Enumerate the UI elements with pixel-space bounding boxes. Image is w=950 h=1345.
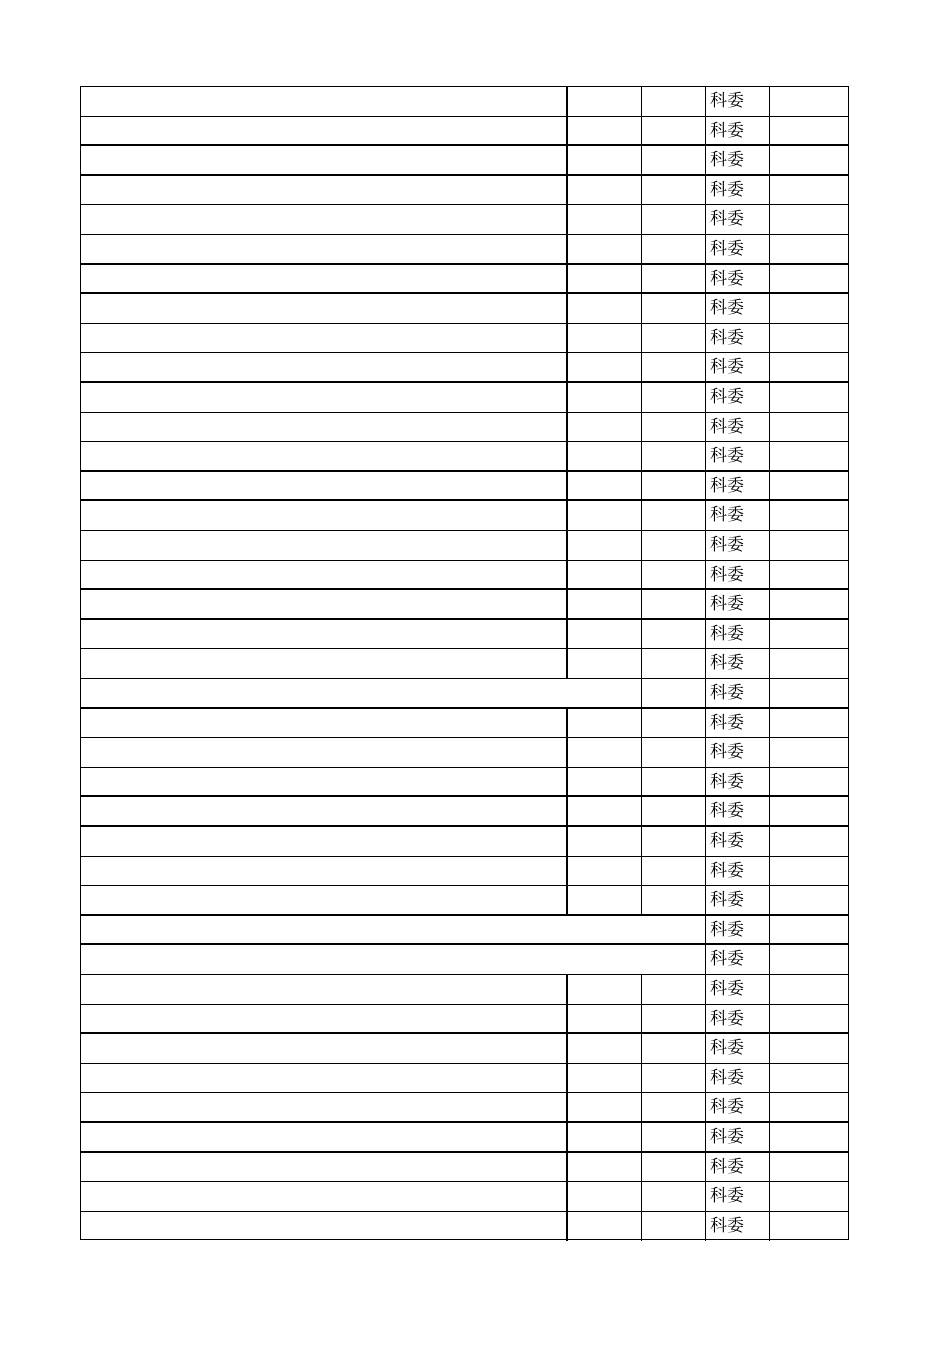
cell-col-a bbox=[566, 886, 641, 914]
cell-col-a bbox=[566, 1123, 641, 1151]
department-label: 科委 bbox=[710, 475, 744, 496]
cell-col-a bbox=[566, 827, 641, 856]
cell-col-a bbox=[566, 1064, 641, 1093]
cell-col-e bbox=[769, 531, 848, 560]
cell-col-a bbox=[566, 117, 641, 145]
cell-department bbox=[705, 265, 769, 293]
cell-col-e bbox=[769, 620, 848, 649]
cell-col-e bbox=[769, 649, 848, 678]
department-label: 科委 bbox=[710, 979, 744, 999]
cell-department bbox=[705, 353, 769, 381]
table-row bbox=[81, 561, 848, 591]
cell-department bbox=[705, 945, 769, 974]
cell-description bbox=[81, 1212, 566, 1242]
cell-department bbox=[705, 1182, 769, 1211]
cell-col-a bbox=[566, 975, 641, 1004]
cell-department bbox=[705, 886, 769, 914]
table-row bbox=[81, 442, 848, 472]
cell-description bbox=[81, 353, 566, 381]
table-row bbox=[81, 679, 848, 709]
cell-col-b bbox=[641, 1034, 705, 1063]
cell-col-b bbox=[641, 1093, 705, 1121]
cell-col-b bbox=[641, 679, 705, 707]
department-label: 科委 bbox=[710, 1038, 744, 1059]
cell-col-a bbox=[566, 590, 641, 618]
cell-col-e bbox=[769, 1123, 848, 1151]
cell-department bbox=[705, 205, 769, 234]
cell-col-a bbox=[566, 324, 641, 353]
cell-col-e bbox=[769, 1064, 848, 1093]
cell-col-b bbox=[641, 857, 705, 886]
cell-description bbox=[81, 146, 566, 174]
cell-description bbox=[81, 117, 566, 145]
table-row bbox=[81, 886, 848, 916]
department-label: 科委 bbox=[710, 860, 744, 881]
cell-col-b bbox=[641, 324, 705, 353]
table-row bbox=[81, 797, 848, 827]
cell-col-e bbox=[769, 413, 848, 442]
department-label: 科委 bbox=[710, 1156, 744, 1177]
department-label: 科委 bbox=[710, 623, 744, 644]
cell-description bbox=[81, 827, 566, 856]
cell-description bbox=[81, 1153, 566, 1182]
cell-col-a bbox=[566, 709, 641, 738]
cell-department bbox=[705, 768, 769, 796]
department-label: 科委 bbox=[710, 1008, 744, 1029]
cell-col-e bbox=[769, 294, 848, 323]
department-label: 科委 bbox=[710, 653, 744, 674]
cell-col-e bbox=[769, 916, 848, 944]
cell-col-e bbox=[769, 472, 848, 500]
table-row bbox=[81, 1182, 848, 1212]
cell-department bbox=[705, 383, 769, 412]
cell-col-e bbox=[769, 857, 848, 886]
cell-department bbox=[705, 1064, 769, 1093]
cell-col-a bbox=[566, 1212, 641, 1242]
cell-description bbox=[81, 590, 566, 618]
department-label: 科委 bbox=[710, 1097, 744, 1118]
cell-department bbox=[705, 975, 769, 1004]
cell-col-e bbox=[769, 797, 848, 825]
cell-col-a bbox=[566, 353, 641, 381]
cell-description bbox=[81, 472, 566, 500]
cell-col-e bbox=[769, 709, 848, 738]
cell-col-e bbox=[769, 738, 848, 767]
table-row bbox=[81, 472, 848, 502]
cell-col-e bbox=[769, 1153, 848, 1182]
cell-description bbox=[81, 1034, 566, 1063]
cell-col-a bbox=[566, 857, 641, 886]
spreadsheet-table bbox=[80, 86, 849, 1240]
cell-department bbox=[705, 146, 769, 174]
cell-col-e bbox=[769, 827, 848, 856]
cell-department bbox=[705, 916, 769, 944]
cell-col-b bbox=[641, 975, 705, 1004]
cell-col-b bbox=[641, 501, 705, 530]
cell-department bbox=[705, 117, 769, 145]
cell-col-b bbox=[641, 1064, 705, 1093]
cell-description bbox=[81, 679, 641, 707]
cell-department bbox=[705, 87, 769, 116]
table-row bbox=[81, 590, 848, 620]
table-row bbox=[81, 176, 848, 206]
cell-col-a bbox=[566, 176, 641, 205]
table-row bbox=[81, 1034, 848, 1064]
cell-department bbox=[705, 649, 769, 678]
cell-col-e bbox=[769, 176, 848, 205]
cell-col-b bbox=[641, 442, 705, 470]
cell-col-b bbox=[641, 1182, 705, 1211]
cell-col-b bbox=[641, 383, 705, 412]
cell-department bbox=[705, 1005, 769, 1033]
table-row bbox=[81, 1093, 848, 1123]
cell-col-b bbox=[641, 620, 705, 649]
cell-col-e bbox=[769, 117, 848, 145]
cell-col-b bbox=[641, 176, 705, 205]
table-row bbox=[81, 265, 848, 295]
cell-department bbox=[705, 531, 769, 560]
cell-description bbox=[81, 235, 566, 263]
table-row bbox=[81, 620, 848, 650]
department-label: 科委 bbox=[710, 298, 744, 319]
cell-col-a bbox=[566, 620, 641, 649]
cell-department bbox=[705, 501, 769, 530]
cell-description bbox=[81, 738, 566, 767]
cell-col-b bbox=[641, 738, 705, 767]
cell-col-a bbox=[566, 768, 641, 796]
cell-col-a bbox=[566, 442, 641, 470]
cell-description bbox=[81, 1005, 566, 1033]
cell-description bbox=[81, 501, 566, 530]
department-label: 科委 bbox=[710, 535, 744, 555]
cell-department bbox=[705, 1212, 769, 1242]
cell-col-e bbox=[769, 590, 848, 618]
cell-description bbox=[81, 1064, 566, 1093]
table-row bbox=[81, 531, 848, 561]
department-label: 科委 bbox=[710, 387, 744, 407]
cell-col-b bbox=[641, 886, 705, 914]
table-row bbox=[81, 413, 848, 443]
cell-col-e bbox=[769, 353, 848, 381]
cell-col-e bbox=[769, 324, 848, 353]
department-label: 科委 bbox=[710, 831, 744, 851]
cell-department bbox=[705, 294, 769, 323]
cell-department bbox=[705, 324, 769, 353]
cell-col-e bbox=[769, 235, 848, 263]
cell-description bbox=[81, 1093, 566, 1121]
department-label: 科委 bbox=[710, 771, 744, 792]
department-label: 科委 bbox=[710, 120, 744, 141]
cell-col-e bbox=[769, 561, 848, 589]
table-row bbox=[81, 945, 848, 975]
cell-department bbox=[705, 709, 769, 738]
cell-description bbox=[81, 413, 566, 442]
cell-col-b bbox=[641, 649, 705, 678]
cell-col-b bbox=[641, 531, 705, 560]
cell-col-e bbox=[769, 1034, 848, 1063]
cell-col-a bbox=[566, 265, 641, 293]
department-label: 科委 bbox=[710, 564, 744, 585]
cell-department bbox=[705, 413, 769, 442]
cell-description bbox=[81, 1123, 566, 1151]
department-label: 科委 bbox=[710, 268, 744, 289]
cell-description bbox=[81, 768, 566, 796]
department-label: 科委 bbox=[710, 890, 744, 911]
cell-col-b bbox=[641, 797, 705, 825]
cell-col-b bbox=[641, 768, 705, 796]
cell-description bbox=[81, 294, 566, 323]
cell-department bbox=[705, 679, 769, 707]
table-row bbox=[81, 87, 848, 117]
cell-description bbox=[81, 975, 566, 1004]
department-label: 科委 bbox=[710, 919, 744, 940]
cell-col-a bbox=[566, 146, 641, 174]
cell-col-a bbox=[566, 561, 641, 589]
cell-department bbox=[705, 738, 769, 767]
cell-department bbox=[705, 561, 769, 589]
table-row bbox=[81, 146, 848, 176]
cell-col-b bbox=[641, 590, 705, 618]
table-row bbox=[81, 353, 848, 383]
table-row bbox=[81, 1212, 848, 1242]
cell-department bbox=[705, 472, 769, 500]
cell-col-b bbox=[641, 472, 705, 500]
cell-department bbox=[705, 235, 769, 263]
table-row bbox=[81, 1123, 848, 1153]
cell-description bbox=[81, 886, 566, 914]
cell-department bbox=[705, 1093, 769, 1121]
cell-col-e bbox=[769, 945, 848, 974]
cell-col-a bbox=[566, 235, 641, 263]
cell-col-a bbox=[566, 1005, 641, 1033]
cell-description bbox=[81, 324, 566, 353]
cell-description bbox=[81, 649, 566, 678]
cell-col-a bbox=[566, 531, 641, 560]
cell-col-e bbox=[769, 1212, 848, 1242]
cell-col-e bbox=[769, 1182, 848, 1211]
table-row bbox=[81, 324, 848, 354]
cell-col-e bbox=[769, 383, 848, 412]
department-label: 科委 bbox=[710, 594, 744, 615]
cell-col-e bbox=[769, 265, 848, 293]
cell-description bbox=[81, 709, 566, 738]
cell-department bbox=[705, 1034, 769, 1063]
cell-col-e bbox=[769, 205, 848, 234]
cell-department bbox=[705, 442, 769, 470]
cell-description bbox=[81, 1182, 566, 1211]
table-row bbox=[81, 768, 848, 798]
table-row bbox=[81, 916, 848, 946]
department-label: 科委 bbox=[710, 1127, 744, 1147]
table-row bbox=[81, 294, 848, 324]
cell-col-e bbox=[769, 146, 848, 174]
cell-description bbox=[81, 442, 566, 470]
cell-col-a bbox=[566, 87, 641, 116]
table-row bbox=[81, 738, 848, 768]
cell-col-e bbox=[769, 975, 848, 1004]
cell-department bbox=[705, 857, 769, 886]
cell-col-a bbox=[566, 383, 641, 412]
cell-col-b bbox=[641, 87, 705, 116]
cell-col-b bbox=[641, 235, 705, 263]
department-label: 科委 bbox=[710, 505, 744, 526]
department-label: 科委 bbox=[710, 446, 744, 467]
department-label: 科委 bbox=[710, 742, 744, 763]
table-row bbox=[81, 501, 848, 531]
table-row bbox=[81, 235, 848, 265]
cell-col-b bbox=[641, 353, 705, 381]
cell-col-b bbox=[641, 709, 705, 738]
department-label: 科委 bbox=[710, 179, 744, 200]
department-label: 科委 bbox=[710, 1067, 744, 1088]
table-row bbox=[81, 1064, 848, 1094]
table-row bbox=[81, 827, 848, 857]
cell-col-a bbox=[566, 501, 641, 530]
cell-description bbox=[81, 531, 566, 560]
table-row bbox=[81, 117, 848, 147]
department-label: 科委 bbox=[710, 209, 744, 230]
department-label: 科委 bbox=[710, 683, 744, 703]
cell-col-b bbox=[641, 1212, 705, 1242]
cell-department bbox=[705, 620, 769, 649]
cell-department bbox=[705, 797, 769, 825]
cell-col-a bbox=[566, 472, 641, 500]
department-label: 科委 bbox=[710, 416, 744, 437]
department-label: 科委 bbox=[710, 239, 744, 259]
cell-col-e bbox=[769, 1093, 848, 1121]
cell-col-a bbox=[566, 1153, 641, 1182]
cell-col-e bbox=[769, 768, 848, 796]
department-label: 科委 bbox=[710, 1215, 744, 1236]
department-label: 科委 bbox=[710, 801, 744, 822]
cell-col-e bbox=[769, 87, 848, 116]
cell-department bbox=[705, 1123, 769, 1151]
cell-description bbox=[81, 561, 566, 589]
cell-col-a bbox=[566, 649, 641, 678]
cell-department bbox=[705, 176, 769, 205]
department-label: 科委 bbox=[710, 1186, 744, 1207]
department-label: 科委 bbox=[710, 357, 744, 378]
cell-col-b bbox=[641, 561, 705, 589]
cell-description bbox=[81, 916, 705, 944]
table-row bbox=[81, 649, 848, 679]
cell-department bbox=[705, 1153, 769, 1182]
cell-description bbox=[81, 383, 566, 412]
table-row bbox=[81, 205, 848, 235]
cell-col-e bbox=[769, 679, 848, 707]
cell-col-a bbox=[566, 1093, 641, 1121]
cell-col-b bbox=[641, 1123, 705, 1151]
cell-department bbox=[705, 590, 769, 618]
table-row bbox=[81, 975, 848, 1005]
cell-col-b bbox=[641, 827, 705, 856]
department-label: 科委 bbox=[710, 91, 744, 111]
cell-col-a bbox=[566, 797, 641, 825]
table-row bbox=[81, 383, 848, 413]
cell-col-b bbox=[641, 1005, 705, 1033]
cell-description bbox=[81, 176, 566, 205]
cell-department bbox=[705, 827, 769, 856]
cell-description bbox=[81, 945, 705, 974]
cell-col-a bbox=[566, 205, 641, 234]
cell-col-b bbox=[641, 1153, 705, 1182]
cell-description bbox=[81, 620, 566, 649]
cell-col-e bbox=[769, 442, 848, 470]
cell-col-b bbox=[641, 117, 705, 145]
cell-description bbox=[81, 797, 566, 825]
department-label: 科委 bbox=[710, 949, 744, 970]
cell-col-b bbox=[641, 413, 705, 442]
cell-col-b bbox=[641, 205, 705, 234]
table-row bbox=[81, 857, 848, 887]
cell-description bbox=[81, 87, 566, 116]
cell-col-a bbox=[566, 1182, 641, 1211]
cell-col-b bbox=[641, 265, 705, 293]
cell-col-e bbox=[769, 886, 848, 914]
cell-description bbox=[81, 205, 566, 234]
department-label: 科委 bbox=[710, 327, 744, 348]
department-label: 科委 bbox=[710, 150, 744, 171]
cell-description bbox=[81, 857, 566, 886]
department-label: 科委 bbox=[710, 712, 744, 733]
table-row bbox=[81, 1153, 848, 1183]
cell-col-a bbox=[566, 1034, 641, 1063]
cell-col-a bbox=[566, 738, 641, 767]
cell-col-e bbox=[769, 1005, 848, 1033]
table-row bbox=[81, 1005, 848, 1035]
table-row bbox=[81, 709, 848, 739]
cell-col-e bbox=[769, 501, 848, 530]
cell-col-b bbox=[641, 294, 705, 323]
cell-description bbox=[81, 265, 566, 293]
cell-col-a bbox=[566, 413, 641, 442]
cell-col-a bbox=[566, 294, 641, 323]
cell-col-b bbox=[641, 146, 705, 174]
